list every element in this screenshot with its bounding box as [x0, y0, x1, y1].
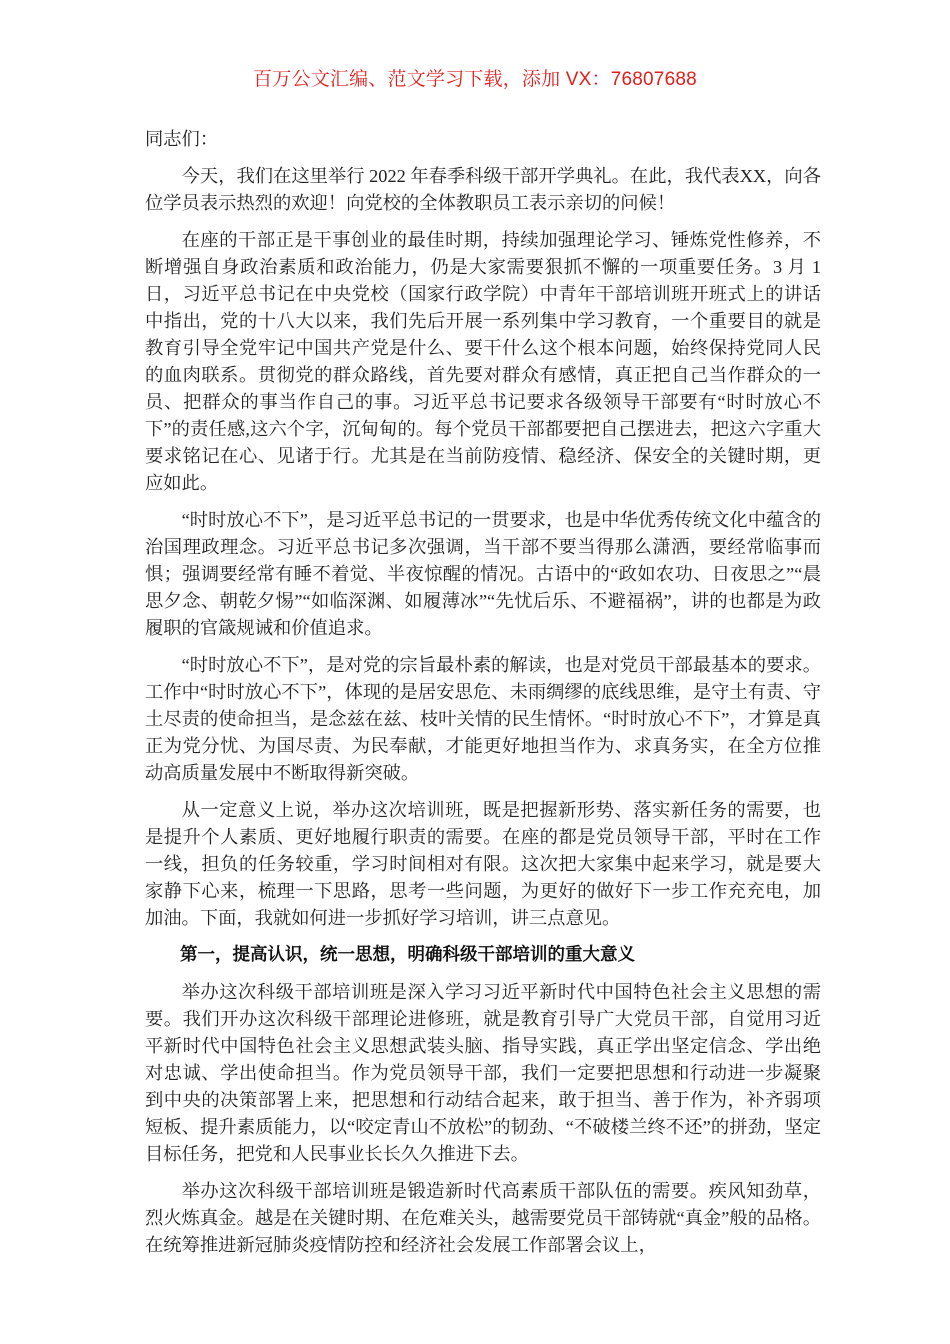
- paragraph-responsibility: 在座的干部正是干事创业的最佳时期，持续加强理论学习、锤炼党性修养，不断增强自身政治素质和政治能力，仍是大家需要狠抓不懈的一项重要任务。3 月 1 日，习近平总书记在中央党校（国家行政学院）中青年干部培训班开班式上的讲话中指出，党的十八大以来，我们先后开展一系列集中学习教育，一个重要目的就是教育引导全党牢记中国共产党是什么、要干什么这个根本问题，始终保持党同人民的血肉联系。贯彻党的群众路线，首先要对群众有感情，真正把自己当作群众的一员、把群众的事当作自己的事。习近平总书记要求各级领导干部要有“时时放心不下”的责任感,这六个字，沉甸甸的。每个党员干部都要把自己摆进去，把这六字重大要求铭记在心、见诸于行。尤其是在当前防疫情、稳经济、保安全的关键时期，更应如此。: [145, 230, 821, 493]
- paragraph-section-1: 举办这次科级干部培训班是深入学习习近平新时代中国特色社会主义思想的需要。我们开办这次科级干部理论进修班，就是教育引导广大党员干部，自觉用习近平新时代中国特色社会主义思想武装头脑、指导实践，真正学出坚定信念、学出绝对忠诚、学出使命担当。作为党员领导干部，我们一定要把思想和行动进一步凝聚到中央的决策部署上来，把思想和行动结合起来，敢于担当、善于作为，补齐弱项短板、提升素质能力，以“咬定青山不放松”的韧劲、“不破楼兰终不还”的拼劲，坚定目标任务，把党和人民事业长长久久推进下去。: [145, 982, 821, 1164]
- paragraph-purpose: 从一定意义上说，举办这次培训班，既是把握新形势、落实新任务的需要，也是提升个人素质、更好地履行职责的需要。在座的都是党员领导干部，平时在工作一线，担负的任务较重，学习时间相对有限。这次把大家集中起来学习，就是要大家静下心来，梳理一下思路，思考一些问题，为更好的做好下一步工作充充电，加加油。下面，我就如何进一步抓好学习培训，讲三点意见。: [145, 800, 821, 928]
- document-body: [145, 126, 821, 1269]
- salutation: 同志们：: [145, 129, 219, 149]
- paragraph-requirement: “时时放心不下”，是对党的宗旨最朴素的解读，也是对党员干部最基本的要求。工作中“时时放心不下”，体现的是居安思危、未雨绸缪的底线思维，是守土有责、守土尽责的使命担当，是念兹在兹、枝叶关情的民生情怀。“时时放心不下”，才算是真正为党分忧、为国尽责、为民奉献，才能更好地担当作为、求真务实，在全方位推动高质量发展中不断取得新突破。: [145, 655, 821, 783]
- paragraph-tradition: “时时放心不下”，是习近平总书记的一贯要求，也是中华优秀传统文化中蕴含的治国理政理念。习近平总书记多次强调，当干部不要当得那么潇洒，要经常临事而惧；强调要经常有睡不着觉、半夜惊醒的情况。古语中的“政如农功、日夜思之”“晨思夕念、朝乾夕惕”“如临深渊、如履薄冰”“先忧后乐、不避福祸”，讲的也都是为政履职的官箴规诫和价值追求。: [145, 510, 821, 638]
- section-heading-first: 第一，提高认识，统一思想，明确科级干部培训的重大意义: [180, 945, 635, 965]
- paragraph-opening: 今天，我们在这里举行 2022 年春季科级干部开学典礼。在此，我代表XX，向各位学员表示热烈的欢迎！向党校的全体教职员工表示亲切的问候！: [145, 166, 821, 213]
- paragraph-section-2: 举办这次科级干部培训班是锻造新时代高素质干部队伍的需要。疾风知劲草，烈火炼真金。越是在关键时期、在危难关头，越需要党员干部铸就“真金”般的品格。在统筹推进新冠肺炎疫情防控和经济社会发展工作部署会议上，: [145, 1181, 821, 1255]
- watermark-header: 百万公文汇编、范文学习下载，添加 VX：76807688: [253, 69, 697, 90]
